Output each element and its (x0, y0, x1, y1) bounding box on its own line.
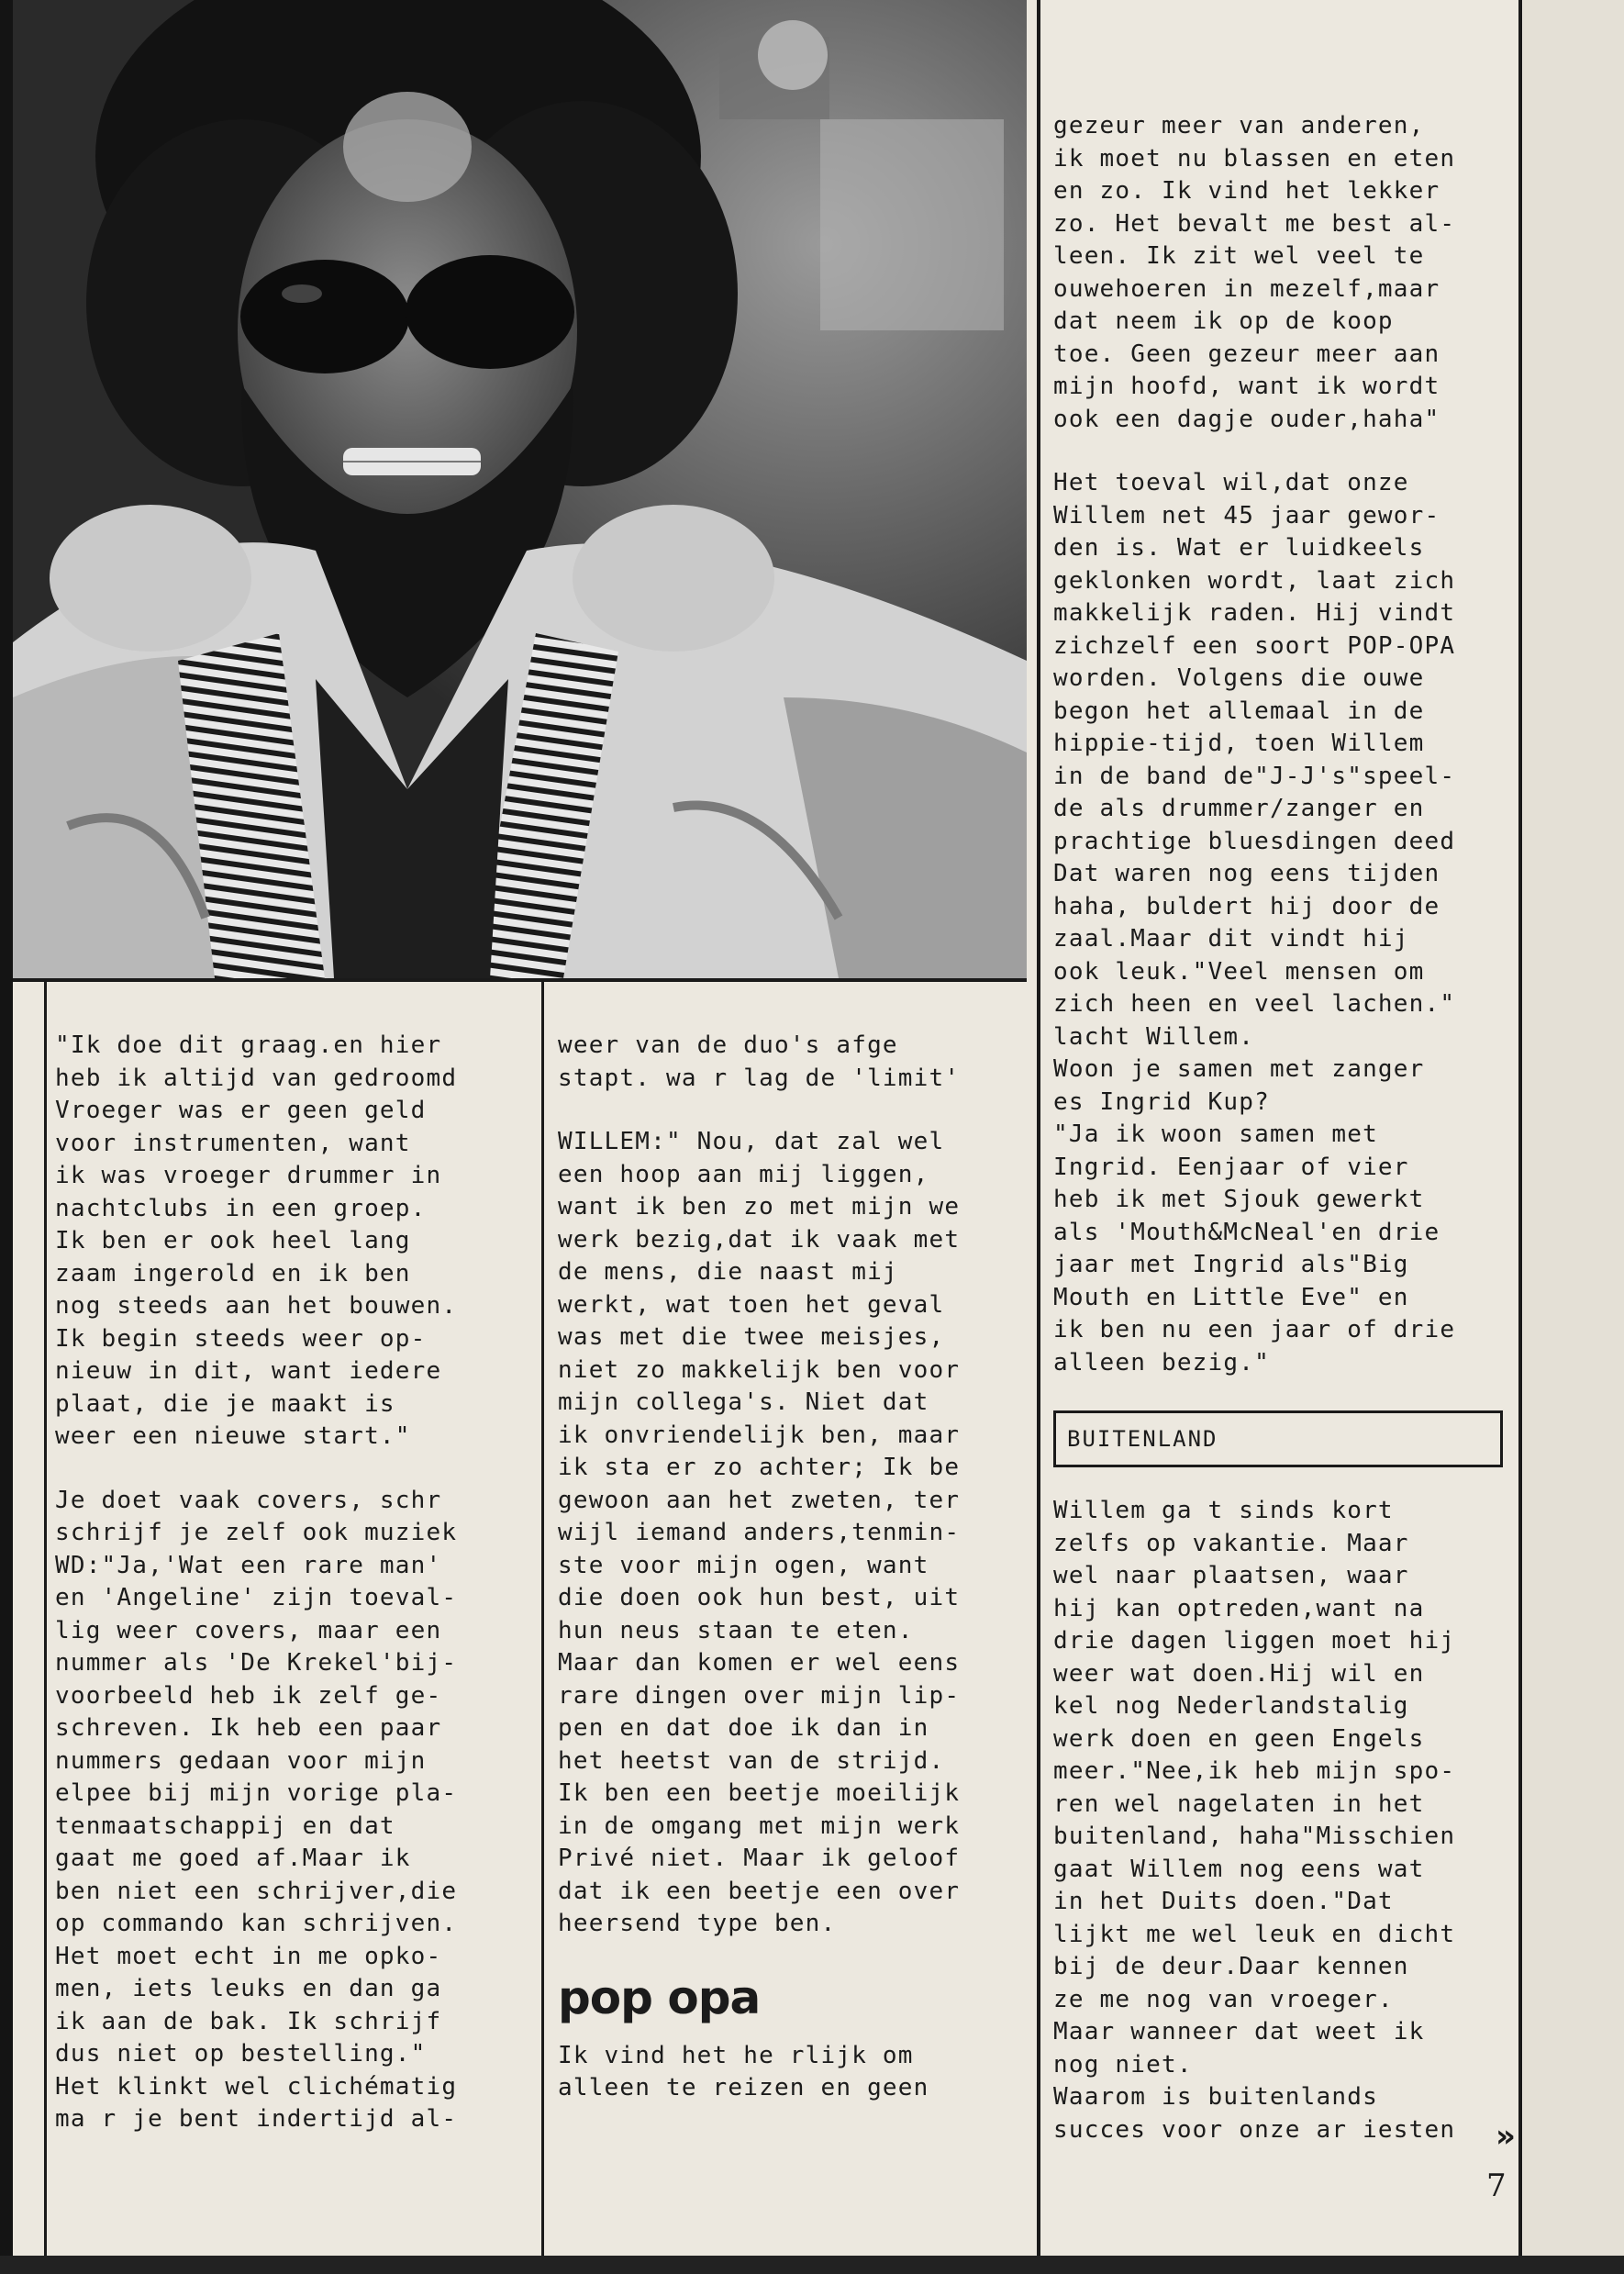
section-heading-buitenland: BUITENLAND (1053, 1410, 1503, 1467)
paragraph: gezeur meer van anderen, ik moet nu blassen en eten en zo. Ik vind het lekker zo. Het bevalt me best al- leen. Ik zit wel veel te ouwehoeren in mezelf,maar dat neem ik op de koop toe. Geen gezeur meer aan mijn hoofd, want ik wordt ook een dagje ouder,haha" (1053, 112, 1456, 433)
adjacent-page-strip (1523, 0, 1624, 2274)
continued-arrow-icon: » (1496, 2118, 1516, 2155)
column-rule-left (44, 982, 47, 2257)
scan-edge-bottom (0, 2256, 1624, 2274)
scan-edge-left (0, 0, 13, 2274)
photo-bottom-rule (13, 978, 1027, 982)
paragraph: Het toeval wil,dat onze Willem net 45 jaar gewor- den is. Wat er luidkeels geklonken wordt, laat zich makkelijk raden. Hij vindt zichzelf een soort POP-OPA worden. Volgens die ouwe begon het allemaal in de hippie-tijd, toen Willem in de band de"J-J's"speel- de als drummer/zanger en prachtige bluesdingen deed Dat waren nog eens tijden haha, buldert hij door de zaal.Maar dit vindt hij ook leuk."Veel mensen om zich heen en veel lachen." lacht Willem. Woon je samen met zanger es Ingrid Kup? "Ja ik woon samen met Ingrid. Eenjaar of vier heb ik met Sjouk gewerkt als 'Mouth&McNeal'en drie jaar met Ingrid als"Big Mouth en Little Eve" en ik ben nu een jaar of drie alleen bezig." (1053, 469, 1456, 1377)
paragraph: Je doet vaak covers, schr schrijf je zelf ook muziek WD:"Ja,'Wat een rare man' en 'Angeline' zijn toeval- lig weer covers, maar een nummer als 'De Krekel'bij- voorbeeld heb ik zelf ge- schreven. Ik heb een paar nummers gedaan voor mijn elpee bij mijn vorige pla- tenmaatschappij en dat gaat me goed af.Maar ik ben niet een schrijver,die op commando kan schrijven. Het moet echt in me opko- men, iets leuks en dan ga ik aan de bak. Ik schrijf dus niet op bestelling." Het klinkt wel clichématig ma r je bent indertijd al- (55, 1486, 458, 2133)
paragraph: "Ik doe dit graag.en hier heb ik altijd van gedroomd Vroeger was er geen geld voor instrumenten, want ik was vroeger drummer in nachtclubs in een groep. Ik ben er ook heel lang zaam ingerold en ik ben nog steeds aan het bouwen. Ik begin steeds weer op- nieuw in dit, want iedere plaat, die je maakt is weer een nieuwe start." (55, 1031, 458, 1450)
column-rule-middle (541, 982, 544, 2257)
article-column-3 (1053, 110, 1512, 2178)
paragraph: Ik vind het he rlijk om alleen te reizen en geen (558, 2041, 929, 2101)
portrait-photo-drawing (13, 0, 1027, 978)
paragraph: WILLEM:" Nou, dat zal wel een hoop aan mij liggen, want ik ben zo met mijn we werk bezig,dat ik vaak met de mens, die naast mij werkt, wat toen het geval was met die twee meisjes, niet zo makkelijk ben voor mijn collega's. Niet dat ik onvriendelijk ben, maar ik sta er zo achter; Ik be gewoon aan het zweten, ter wijl iemand anders,tenmin- ste voor mijn ogen, want die doen ook hun best, uit hun neus staan te eten. Maar dan komen er wel eens rare dingen over mijn lip- pen en dat doe ik dan in het heetst van de strijd. Ik ben een beetje moeilijk in de omgang met mijn werk Privé niet. Maar ik geloof dat ik een beetje een over heersend type ben. (558, 1128, 961, 1937)
page-right-rule (1518, 0, 1522, 2274)
paragraph: weer van de duo's afge stapt. wa r lag de 'limit' (558, 1031, 961, 1092)
section-heading-pop-opa: pop opa (558, 1970, 761, 2024)
paragraph: Willem ga t sinds kort zelfs op vakantie. Maar wel naar plaatsen, waar hij kan optreden,want na drie dagen liggen moet hij weer wat doen.Hij wil en kel nog Nederlandstalig werk doen en geen Engels meer."Nee,ik heb mijn spo- ren wel nagelaten in het buitenland, haha"Misschien gaat Willem nog eens wat in het Duits doen."Dat lijkt me wel leuk en dicht bij de deur.Daar kennen ze me nog van vroeger. Maar wanneer dat weet ik nog niet. Waarom is buitenlands succes voor onze ar iesten (1053, 1497, 1456, 2144)
column-rule-right-of-photo (1037, 0, 1040, 2274)
page-number: 7 (1486, 2168, 1507, 2204)
portrait-photo (13, 0, 1027, 978)
article-column-1 (55, 1030, 537, 2168)
article-column-2 (558, 1030, 1026, 2136)
